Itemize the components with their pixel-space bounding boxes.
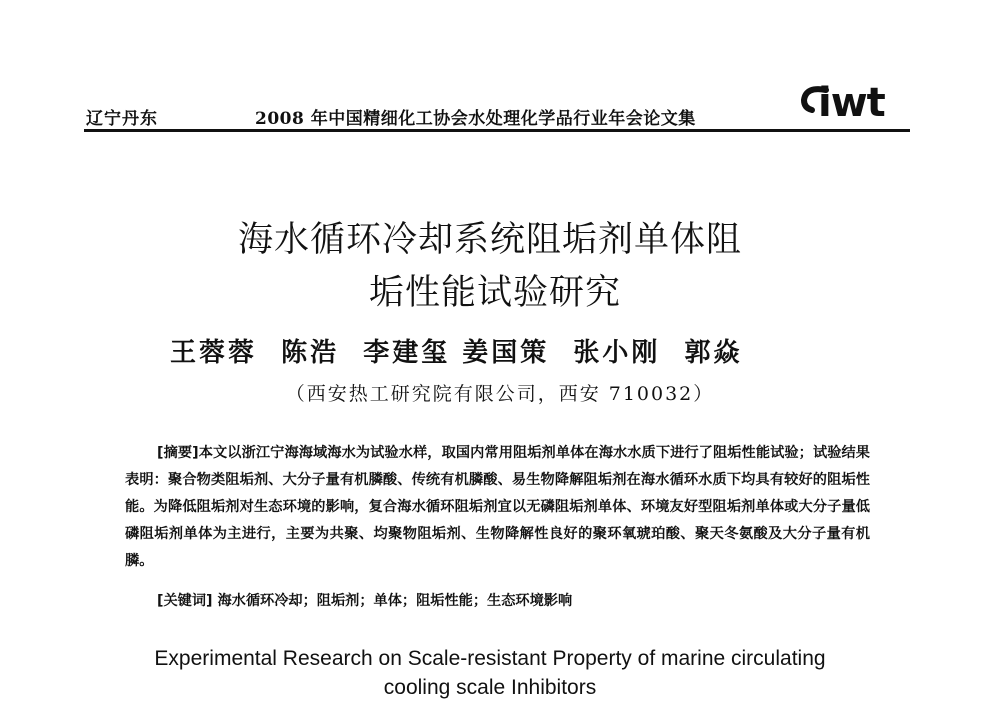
author-list: 王蓉蓉 陈浩 李建玺 姜国策 张小刚 郭焱 [170,338,743,368]
logo-text: iwt [818,80,885,126]
abstract-text: 本文以浙江宁海海域海水为试验水样，取国内常用阻垢剂单体在海水水质下进行了阻垢性能试验；试验结果表明：聚合物类阻垢剂、大分子量有机膦酸、传统有机膦酸、易生物降解阻垢剂在海水循环水质下均具有较好的阻垢性能。为降低阻垢剂对生态环境的影响，复合海水循环阻垢剂宜以无磷阻垢剂单体、环境友好型阻垢剂单体或大分子量低磷阻垢剂单体为主进行，主要为共聚、均聚物阻垢剂、生物降解性良好的聚环氧琥珀酸、聚天冬氨酸及大分子量有机膦。 [125,445,870,569]
english-title-line2: cooling scale Inhibitors [383,676,597,699]
affiliation: （西安热工研究院有限公司，西安 710032） [285,383,715,405]
paper-title-line1: 海水循环冷却系统阻垢剂单体阻 [237,220,742,260]
abstract [125,440,870,575]
english-title-line1: Experimental Research on Scale-resistant Property of marine circulating [154,647,826,670]
header-location: 辽宁丹东 [86,109,158,129]
abstract-label: [摘要] [157,445,199,461]
keywords [157,590,572,610]
paper-title-line2: 垢性能试验研究 [368,273,621,313]
header-rule [84,129,910,132]
header-proceedings-title: 2008 年中国精细化工协会水处理化学品行业年会论文集 [255,109,696,129]
keywords-text: 海水循环冷却；阻垢剂；单体；阻垢性能；生态环境影响 [217,593,573,609]
keywords-label: [关键词] [157,593,213,609]
